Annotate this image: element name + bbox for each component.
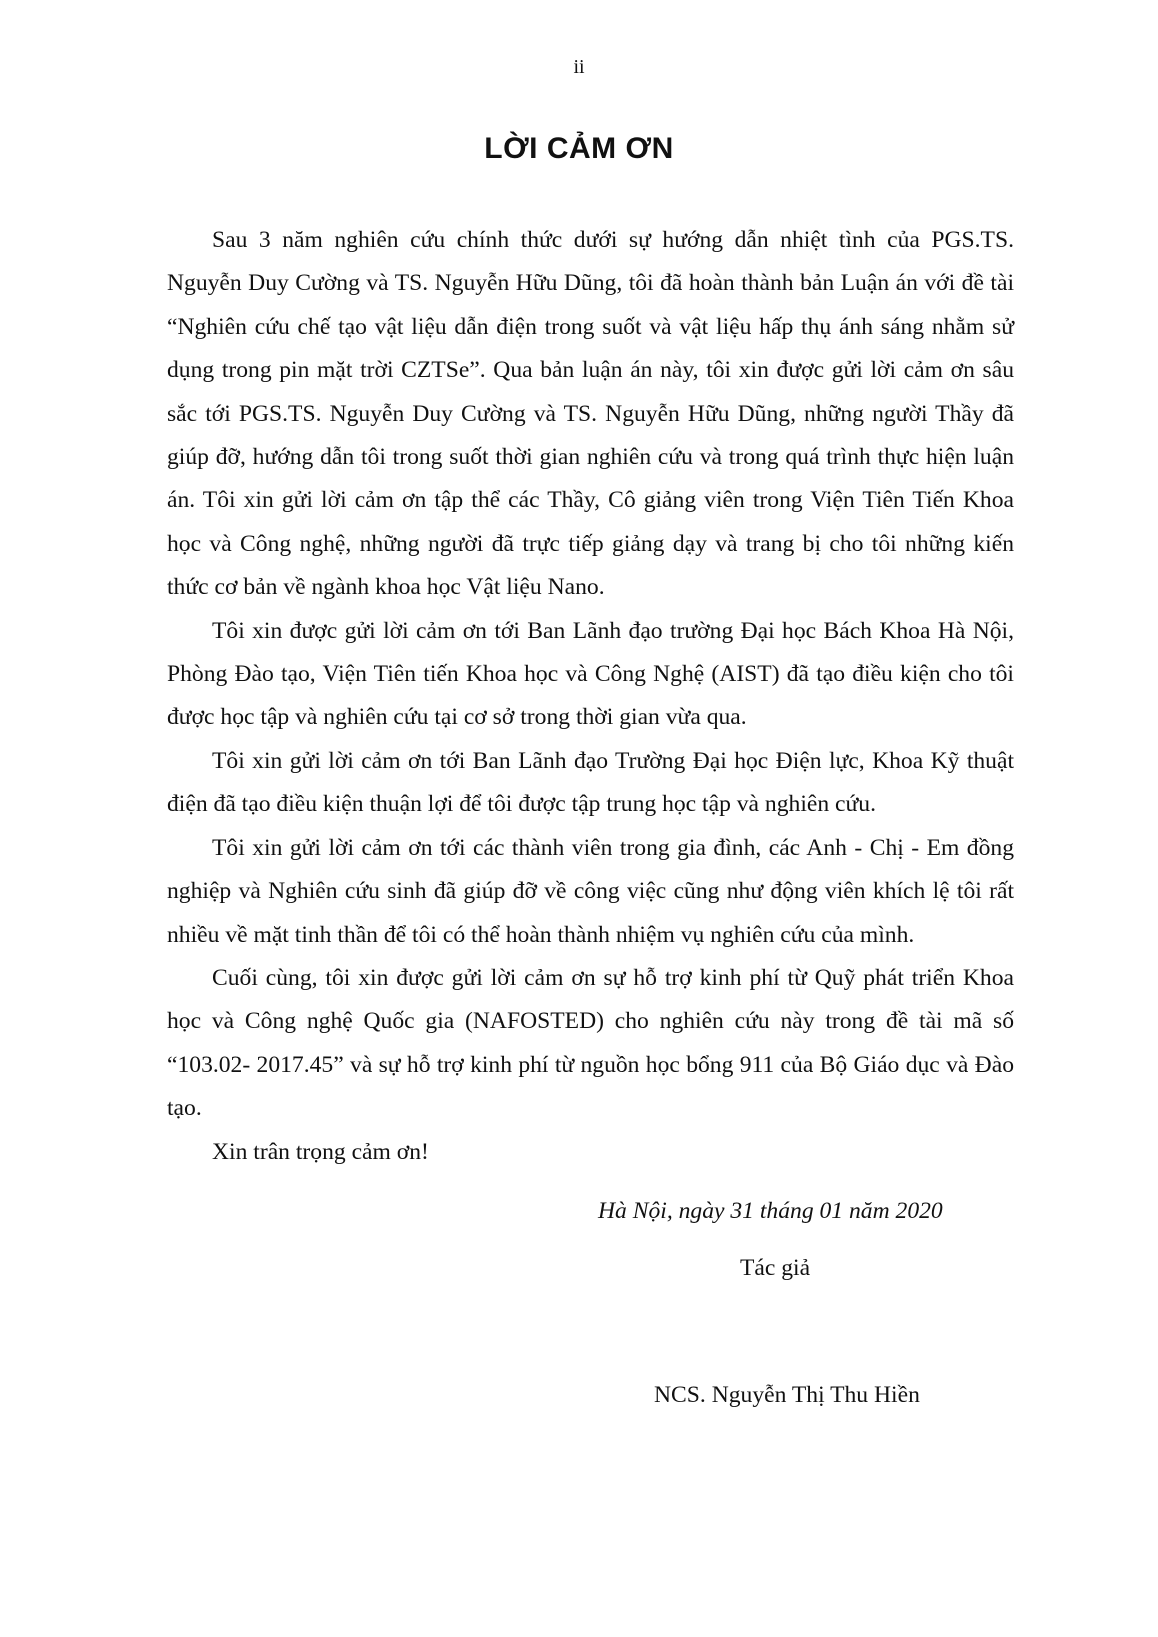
signature-role: Tác giả — [740, 1255, 811, 1281]
signature-place-date: Hà Nội, ngày 31 tháng 01 năm 2020 — [598, 1198, 943, 1224]
paragraph-funding: Cuối cùng, tôi xin được gửi lời cảm ơn sự hỗ trợ kinh phí từ Quỹ phát triển Khoa học và Công nghệ Quốc gia (NAFOSTED) cho nghiên cứu này trong đề tài mã số “103.02- 2017.45” và sự hỗ trợ kinh phí từ nguồn học bổng 911 của Bộ Giáo dục và Đào tạo. — [167, 964, 1014, 1122]
paragraph-family: Tôi xin gửi lời cảm ơn tới các thành viên trong gia đình, các Anh - Chị - Em đồng nghiệp và Nghiên cứu sinh đã giúp đỡ về công việc cũng như động viên khích lệ tôi rất nhiều về mặt tinh thần để tôi có thể hoàn thành nhiệm vụ nghiên cứu của mình. — [167, 834, 1014, 948]
paragraph-employer: Tôi xin gửi lời cảm ơn tới Ban Lãnh đạo Trường Đại học Điện lực, Khoa Kỹ thuật điện đã tạo điều kiện thuận lợi để tôi được tập trung học tập và nghiên cứu. — [167, 747, 1014, 818]
acknowledgement-body — [167, 219, 1014, 1174]
signature-name: NCS. Nguyễn Thị Thu Hiền — [654, 1382, 920, 1408]
page-number: ii — [573, 56, 585, 78]
paragraph-university: Tôi xin được gửi lời cảm ơn tới Ban Lãnh đạo trường Đại học Bách Khoa Hà Nội, Phòng Đào tạo, Viện Tiên tiến Khoa học và Công Nghệ (AIST) đã tạo điều kiện cho tôi được học tập và nghiên cứu tại cơ sở trong thời gian vừa qua. — [167, 617, 1014, 731]
paragraph-supervisors: Sau 3 năm nghiên cứu chính thức dưới sự hướng dẫn nhiệt tình của PGS.TS. Nguyễn Duy Cường và TS. Nguyễn Hữu Dũng, tôi đã hoàn thành bản Luận án với đề tài “Nghiên cứu chế tạo vật liệu dẫn điện trong suốt và vật liệu hấp thụ ánh sáng nhằm sử dụng trong pin mặt trời CZTSe”. Qua bản luận án này, tôi xin được gửi lời cảm ơn sâu sắc tới PGS.TS. Nguyễn Duy Cường và TS. Nguyễn Hữu Dũng, những người Thầy đã giúp đỡ, hướng dẫn tôi trong suốt thời gian nghiên cứu và trong quá trình thực hiện luận án. Tôi xin gửi lời cảm ơn tập thể các Thầy, Cô giảng viên trong Viện Tiên Tiến Khoa học và Công nghệ, những người đã trực tiếp giảng dạy và trang bị cho tôi những kiến thức cơ bản về ngành khoa học Vật liệu Nano. — [167, 227, 1014, 601]
paragraph-closing: Xin trân trọng cảm ơn! — [212, 1138, 429, 1165]
page-title: LỜI CẢM ƠN — [484, 132, 674, 165]
